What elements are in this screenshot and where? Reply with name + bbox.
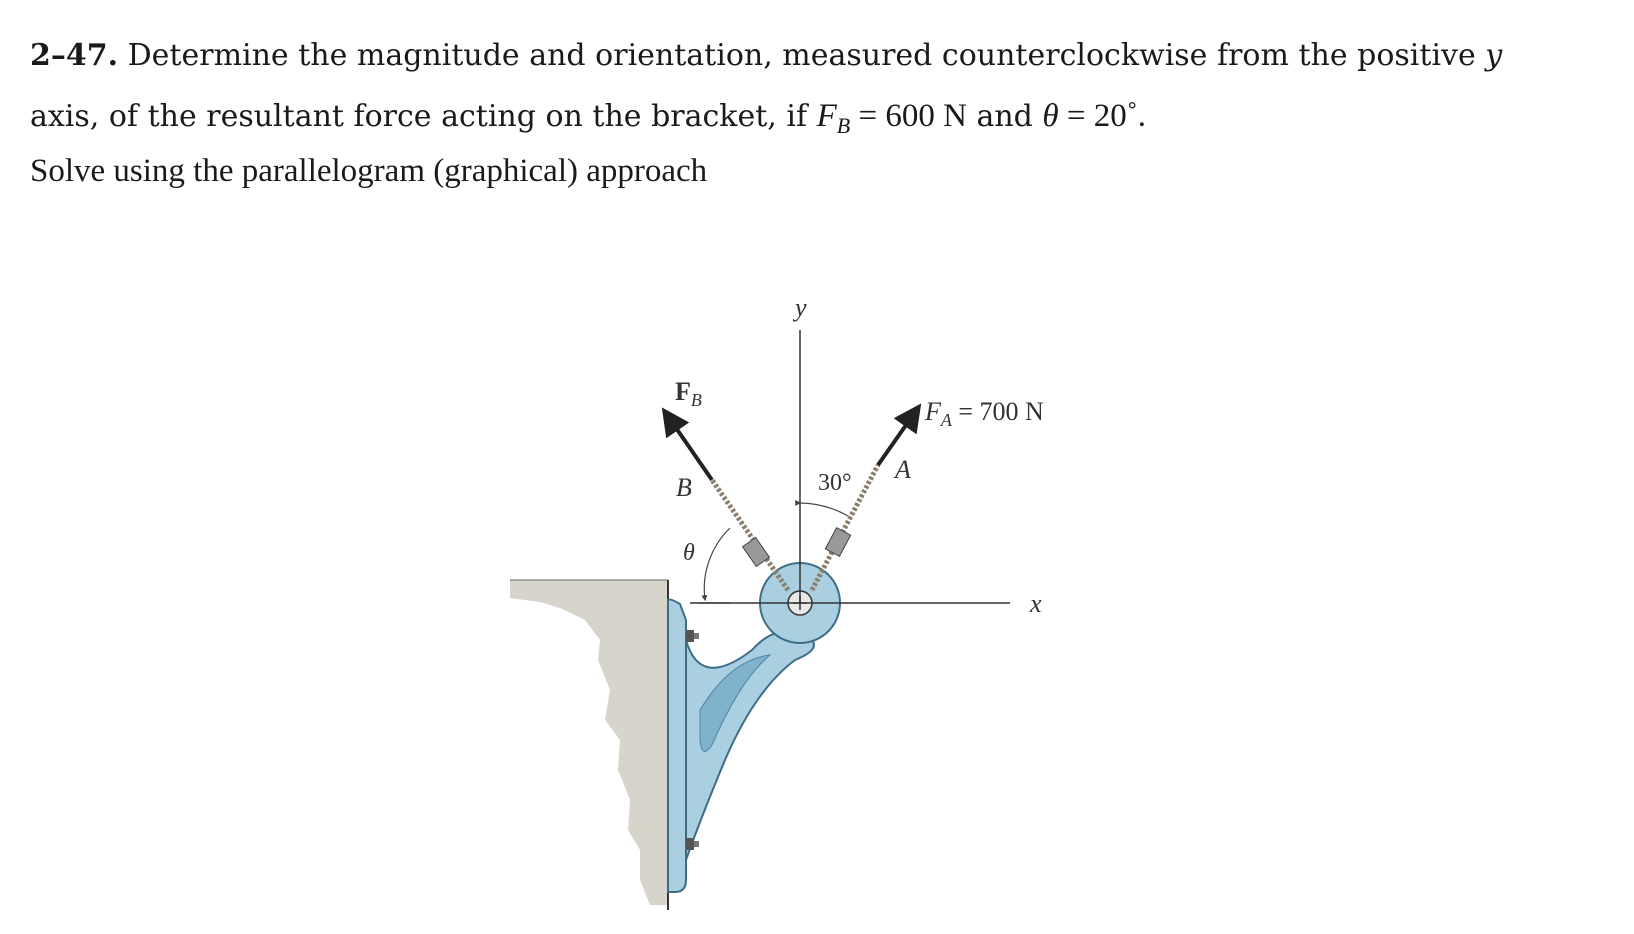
var-y: y — [1485, 38, 1503, 73]
fb-symbol: F — [816, 98, 837, 134]
theta-symbol: θ — [1042, 98, 1059, 134]
bolt-bottom — [686, 838, 699, 850]
angle-arc-30 — [800, 503, 848, 516]
turnbuckle-a — [825, 528, 850, 557]
angle-30-label: 30° — [818, 470, 852, 496]
bolt-top — [686, 630, 699, 642]
problem-number: 2–47. — [30, 38, 119, 73]
fa-label: $F_A = 700$ N — [925, 397, 1044, 430]
fb-subscript: B — [836, 113, 851, 138]
point-a-label: A — [895, 455, 911, 484]
and-word: and — [966, 99, 1043, 134]
fb-label: $F_B$ — [675, 377, 702, 410]
force-fb-arrow — [665, 412, 712, 480]
theta-value: = 20˚. — [1058, 98, 1146, 134]
y-axis-label: y — [795, 293, 807, 322]
angle-arc-theta — [704, 528, 730, 600]
fb-value: = 600 N — [850, 98, 967, 134]
turnbuckle-b — [743, 538, 770, 567]
x-axis-label: x — [1030, 589, 1042, 618]
bracket-plate — [668, 600, 686, 893]
point-b-label: B — [676, 473, 692, 502]
theta-label: θ — [683, 540, 695, 566]
problem-text-3: Solve using the parallelogram (graphical) approach — [30, 153, 708, 189]
problem-text-1: Determine the magnitude and orientation, measured counterclockwise from the positive — [118, 38, 1486, 73]
problem-text-2: axis, of the resultant force acting on the bracket, if — [30, 99, 817, 134]
wall — [510, 580, 668, 905]
